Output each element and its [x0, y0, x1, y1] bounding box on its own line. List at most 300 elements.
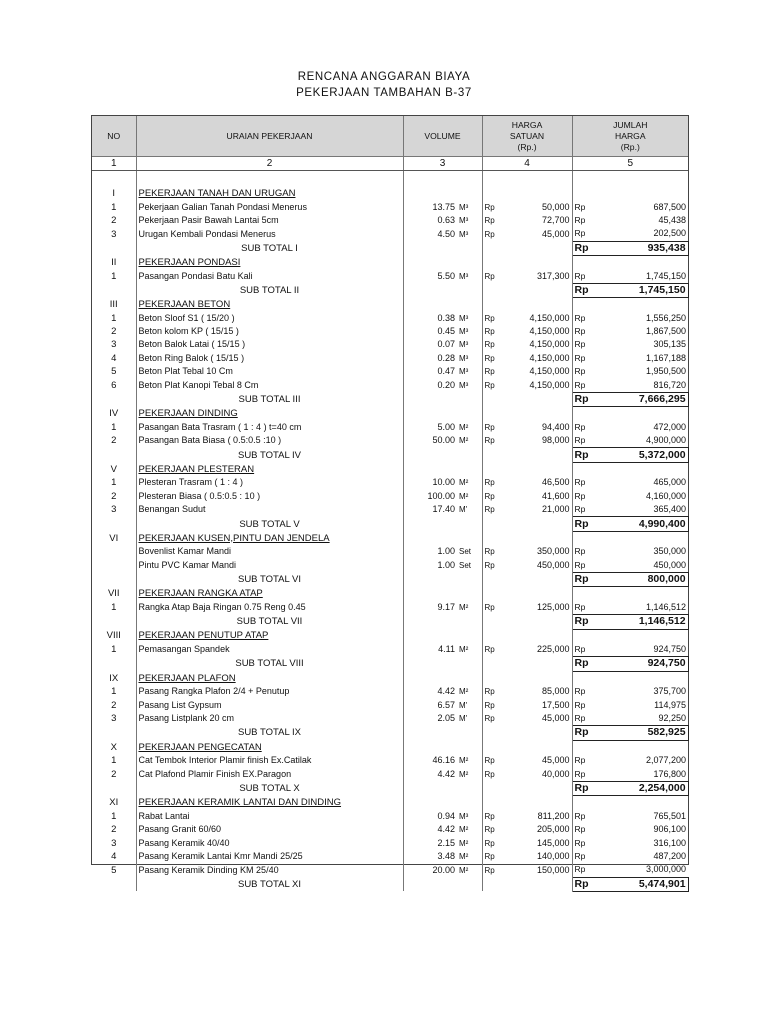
subtotal-currency: Rp [572, 877, 596, 891]
item-currency: Rp [484, 769, 495, 779]
item-currency: Rp [574, 644, 586, 655]
desc-cell [136, 171, 403, 188]
col-number: 5 [572, 157, 688, 171]
price-cell [502, 255, 572, 269]
table-row [92, 754, 688, 767]
subtotal-label: SUB TOTAL II [136, 283, 403, 297]
table-row [92, 685, 688, 698]
total-cell [596, 187, 688, 200]
volume-cell [403, 572, 457, 586]
header-uraian: URAIAN PEKERJAAN [136, 116, 403, 157]
item-unit: M² [457, 754, 482, 767]
item-number: 3 [92, 227, 136, 241]
item-currency: Rp [484, 478, 495, 488]
currency-cell [482, 187, 502, 200]
header-jumlah-line: (Rp.) [620, 141, 640, 152]
price-cell [502, 796, 572, 810]
item-number: 1 [92, 269, 136, 283]
currency-cell [482, 448, 502, 462]
item-unit: M³ [457, 214, 482, 227]
price-cell [502, 392, 572, 406]
section-title-cell [136, 629, 403, 643]
subtotal-label: SUB TOTAL IV [136, 448, 403, 462]
currency-cell [482, 657, 502, 671]
section-title-cell [136, 462, 403, 476]
item-currency: Rp [484, 367, 495, 377]
item-number: 1 [92, 754, 136, 767]
no-cell [92, 392, 136, 406]
item-unit-price: 4,150,000 [502, 378, 572, 392]
spacer-row [92, 171, 688, 188]
volume-cell [403, 726, 457, 740]
item-unit-price: 45,000 [502, 754, 572, 767]
currency-cell [572, 587, 596, 601]
item-volume: 4.42 [437, 824, 455, 835]
table-row [92, 352, 688, 365]
item-number: 1 [92, 312, 136, 325]
item-volume: 46.16 [432, 755, 455, 766]
currency-cell [482, 171, 502, 188]
currency-cell [572, 671, 596, 685]
item-volume: 100.00 [427, 490, 455, 501]
currency-cell [482, 615, 502, 629]
item-description: Beton kolom KP ( 15/15 ) [136, 325, 403, 338]
item-currency: Rp [484, 380, 495, 390]
item-unit-price: 205,000 [502, 823, 572, 836]
item-volume: 0.20 [437, 379, 455, 390]
item-volume: 20.00 [432, 864, 455, 875]
item-unit-price: 317,300 [502, 269, 572, 283]
section-header-row [92, 298, 688, 312]
item-total: 687,500 [653, 201, 687, 212]
item-total: 1,745,150 [646, 270, 687, 281]
item-currency: Rp [484, 491, 495, 501]
item-unit-price: 72,700 [502, 214, 572, 227]
document-subtitle: PEKERJAAN TAMBAHAN B-37 [296, 87, 472, 99]
item-currency: Rp [574, 699, 586, 710]
item-volume: 10.00 [432, 477, 455, 488]
currency-cell [482, 392, 502, 406]
section-title: PEKERJAAN KUSEN,PINTU DAN JENDELA [138, 532, 330, 544]
item-volume: 17.40 [432, 504, 455, 515]
no-cell [92, 517, 136, 531]
item-description: Pasangan Bata Biasa ( 0.5:0.5 :10 ) [136, 434, 403, 448]
item-unit: M³ [457, 365, 482, 378]
table-body [92, 171, 688, 892]
section-number: II [92, 255, 136, 269]
item-total: 816,720 [653, 379, 687, 390]
item-unit-price: 150,000 [502, 863, 572, 877]
unit-cell [457, 572, 482, 586]
item-description: Rangka Atap Baja Ringan 0.75 Reng 0.45 [136, 601, 403, 615]
item-volume: 0.38 [437, 312, 455, 323]
item-description: Beton Ring Balok ( 15/15 ) [136, 352, 403, 365]
volume-cell [403, 657, 457, 671]
table-row [92, 503, 688, 517]
unit-cell [457, 671, 482, 685]
subtotal-value: 800,000 [596, 572, 688, 586]
currency-cell [482, 629, 502, 643]
item-currency: Rp [484, 756, 495, 766]
subtotal-label: SUB TOTAL XI [136, 877, 403, 891]
section-title: PEKERJAAN RANGKA ATAP [138, 588, 263, 600]
item-description: Rabat Lantai [136, 810, 403, 823]
currency-cell [572, 407, 596, 421]
subtotal-row [92, 657, 688, 671]
unit-cell [457, 629, 482, 643]
subtotal-value: 4,990,400 [596, 517, 688, 531]
item-number: 2 [92, 767, 136, 781]
volume-cell [403, 462, 457, 476]
total-cell [596, 531, 688, 545]
item-description: Pasang Keramik 40/40 [136, 836, 403, 849]
item-currency: Rp [484, 422, 495, 432]
subtotal-row [92, 392, 688, 406]
item-total: 305,135 [653, 339, 687, 350]
currency-cell [482, 531, 502, 545]
item-currency: Rp [574, 768, 586, 779]
header-harga-line: HARGA [511, 119, 543, 130]
item-currency: Rp [484, 271, 495, 281]
table-row [92, 421, 688, 434]
volume-cell [403, 448, 457, 462]
price-cell [502, 629, 572, 643]
item-description: Beton Plat Kanopi Tebal 8 Cm [136, 378, 403, 392]
subtotal-row [92, 726, 688, 740]
item-volume: 0.94 [437, 810, 455, 821]
section-title: PEKERJAAN DINDING [138, 408, 238, 420]
price-cell [502, 587, 572, 601]
item-volume: 1.00 [437, 546, 455, 557]
currency-cell [482, 587, 502, 601]
unit-cell [457, 462, 482, 476]
item-unit: M³ [457, 200, 482, 213]
section-number: IV [92, 407, 136, 421]
header-jumlah-line: HARGA [615, 130, 646, 141]
section-title: PEKERJAAN PONDASI [138, 256, 241, 268]
item-number: 3 [92, 338, 136, 351]
currency-cell [482, 283, 502, 297]
item-total: 316,100 [653, 837, 687, 848]
item-unit-price: 4,150,000 [502, 352, 572, 365]
unit-cell [457, 392, 482, 406]
price-cell [502, 781, 572, 795]
total-cell [596, 587, 688, 601]
no-cell [92, 283, 136, 297]
item-currency: Rp [574, 477, 586, 488]
item-currency: Rp [574, 312, 586, 323]
section-number: X [92, 740, 136, 754]
item-description: Pasang Keramik Lantai Kmr Mandi 25/25 [136, 850, 403, 863]
subtotal-currency: Rp [572, 283, 596, 297]
item-currency: Rp [484, 560, 495, 570]
subtotal-currency: Rp [572, 517, 596, 531]
budget-table [92, 116, 689, 892]
unit-cell [457, 796, 482, 810]
item-currency: Rp [484, 202, 495, 212]
price-cell [502, 448, 572, 462]
item-total: 3,000,000 [646, 864, 687, 875]
table-row [92, 434, 688, 448]
item-currency: Rp [574, 201, 586, 212]
unit-cell [457, 448, 482, 462]
table-row [92, 476, 688, 489]
header-jumlah-harga [572, 116, 688, 157]
section-title: PEKERJAAN KERAMIK LANTAI DAN DINDING [138, 797, 342, 809]
item-total: 114,975 [654, 699, 687, 710]
currency-cell [572, 796, 596, 810]
section-header-row [92, 629, 688, 643]
unit-cell [457, 781, 482, 795]
subtotal-currency: Rp [572, 726, 596, 740]
item-unit-price: 140,000 [502, 850, 572, 863]
table-row [92, 863, 688, 877]
unit-cell [457, 407, 482, 421]
price-cell [502, 572, 572, 586]
unit-cell [457, 171, 482, 188]
item-currency: Rp [574, 837, 586, 848]
item-number: 2 [92, 434, 136, 448]
item-currency: Rp [484, 353, 495, 363]
item-volume: 9.17 [437, 602, 455, 613]
item-number: 2 [92, 698, 136, 711]
col-number: 1 [92, 157, 136, 171]
section-header-row [92, 187, 688, 200]
item-description: Beton Sloof S1 ( 15/20 ) [136, 312, 403, 325]
subtotal-row [92, 615, 688, 629]
document-title: RENCANA ANGGARAN BIAYA [297, 71, 471, 83]
total-cell [596, 671, 688, 685]
total-cell [596, 629, 688, 643]
item-unit-price: 811,200 [502, 810, 572, 823]
item-currency: Rp [484, 505, 495, 515]
item-volume: 2.15 [437, 837, 455, 848]
item-unit-price: 98,000 [502, 434, 572, 448]
no-cell [92, 241, 136, 255]
item-unit: Set [457, 545, 482, 558]
section-header-row [92, 462, 688, 476]
price-cell [502, 462, 572, 476]
currency-cell [482, 298, 502, 312]
currency-cell [572, 255, 596, 269]
item-number: 1 [92, 685, 136, 698]
section-title: PEKERJAAN PENGECATAN [138, 741, 262, 753]
unit-cell [457, 587, 482, 601]
item-unit-price: 17,500 [502, 698, 572, 711]
table-row [92, 836, 688, 849]
currency-cell [572, 629, 596, 643]
section-number: III [92, 298, 136, 312]
item-unit-price: 94,400 [502, 421, 572, 434]
unit-cell [457, 283, 482, 297]
unit-cell [457, 877, 482, 891]
item-currency: Rp [484, 327, 495, 337]
volume-cell [403, 392, 457, 406]
price-cell [502, 283, 572, 297]
item-description: Pasang Rangka Plafon 2/4 + Penutup [136, 685, 403, 698]
item-description: Pasangan Pondasi Batu Kali [136, 269, 403, 283]
item-number: 6 [92, 378, 136, 392]
section-title-cell [136, 671, 403, 685]
item-unit: M' [457, 698, 482, 711]
volume-cell [403, 187, 457, 200]
section-number: VII [92, 587, 136, 601]
item-unit: M² [457, 601, 482, 615]
item-volume: 50.00 [432, 435, 455, 446]
volume-cell [403, 407, 457, 421]
item-total: 4,900,000 [646, 435, 687, 446]
item-volume: 4.11 [438, 644, 455, 655]
table-row [92, 810, 688, 823]
currency-cell [572, 171, 596, 188]
item-number: 2 [92, 214, 136, 227]
no-cell [92, 657, 136, 671]
currency-cell [572, 462, 596, 476]
section-title: PEKERJAAN TANAH DAN URUGAN [138, 188, 296, 200]
subtotal-value: 5,474,901 [596, 877, 688, 891]
unit-cell [457, 298, 482, 312]
price-cell [502, 517, 572, 531]
item-volume: 5.00 [437, 421, 455, 432]
volume-cell [403, 615, 457, 629]
total-cell [596, 407, 688, 421]
header-harga-line: SATUAN [509, 130, 545, 141]
item-unit: M³ [457, 352, 482, 365]
unit-cell [457, 187, 482, 200]
item-total: 472,000 [653, 421, 687, 432]
item-currency: Rp [484, 603, 495, 613]
item-currency: Rp [484, 687, 495, 697]
section-title-cell [136, 255, 403, 269]
item-description: Pasang List Gypsum [136, 698, 403, 711]
item-unit-price: 145,000 [502, 836, 572, 849]
item-description: Cat Plafond Plamir Finish EX.Paragon [136, 767, 403, 781]
item-currency: Rp [574, 352, 586, 363]
table-row [92, 325, 688, 338]
item-unit: M³ [457, 227, 482, 241]
item-unit-price: 4,150,000 [502, 365, 572, 378]
item-currency: Rp [574, 435, 586, 446]
price-cell [502, 671, 572, 685]
table-row [92, 601, 688, 615]
section-number: IX [92, 671, 136, 685]
subtotal-row [92, 572, 688, 586]
item-total: 365,400 [653, 504, 687, 515]
table-row [92, 712, 688, 726]
item-currency: Rp [574, 339, 586, 350]
subtotal-label: SUB TOTAL IX [136, 726, 403, 740]
item-total: 906,100 [653, 824, 687, 835]
subtotal-value: 2,254,000 [596, 781, 688, 795]
table-row [92, 850, 688, 863]
item-total: 1,556,250 [646, 312, 687, 323]
table-row [92, 378, 688, 392]
no-cell [92, 572, 136, 586]
currency-cell [572, 531, 596, 545]
subtotal-currency: Rp [572, 615, 596, 629]
price-cell [502, 171, 572, 188]
item-volume: 2.05 [437, 713, 455, 724]
volume-cell [403, 796, 457, 810]
item-volume: 6.57 [437, 699, 455, 710]
item-unit: M² [457, 823, 482, 836]
currency-cell [482, 462, 502, 476]
item-currency: Rp [574, 864, 586, 875]
no-cell [92, 171, 136, 188]
item-number: 5 [92, 365, 136, 378]
section-header-row [92, 796, 688, 810]
table-row [92, 200, 688, 213]
item-unit: M³ [457, 269, 482, 283]
item-unit: M³ [457, 810, 482, 823]
item-currency: Rp [574, 686, 586, 697]
item-number: 3 [92, 503, 136, 517]
item-currency: Rp [484, 714, 495, 724]
unit-cell [457, 531, 482, 545]
item-currency: Rp [574, 366, 586, 377]
table-row [92, 767, 688, 781]
item-currency: Rp [484, 838, 495, 848]
header-no: NO [92, 116, 136, 157]
item-number: 1 [92, 421, 136, 434]
subtotal-label: SUB TOTAL III [136, 392, 403, 406]
section-header-row [92, 255, 688, 269]
item-number: 3 [92, 712, 136, 726]
price-cell [502, 531, 572, 545]
subtotal-currency: Rp [572, 241, 596, 255]
item-unit: M² [457, 490, 482, 503]
total-cell [596, 298, 688, 312]
volume-cell [403, 171, 457, 188]
item-currency: Rp [484, 313, 495, 323]
subtotal-label: SUB TOTAL VII [136, 615, 403, 629]
item-unit-price: 45,000 [502, 712, 572, 726]
section-number: V [92, 462, 136, 476]
item-currency: Rp [574, 824, 586, 835]
item-currency: Rp [574, 228, 586, 239]
item-unit: M³ [457, 312, 482, 325]
item-currency: Rp [574, 755, 586, 766]
subtotal-currency: Rp [572, 657, 596, 671]
section-title: PEKERJAAN BETON [138, 299, 231, 311]
item-total: 350,000 [653, 546, 687, 557]
section-header-row [92, 407, 688, 421]
item-number: 2 [92, 823, 136, 836]
total-cell [596, 740, 688, 754]
table-row [92, 823, 688, 836]
item-unit-price: 50,000 [502, 200, 572, 213]
price-cell [502, 407, 572, 421]
unit-cell [457, 255, 482, 269]
item-unit-price: 21,000 [502, 503, 572, 517]
table-row [92, 227, 688, 241]
volume-cell [403, 241, 457, 255]
item-total: 375,700 [653, 686, 687, 697]
col-number: 2 [136, 157, 403, 171]
item-currency: Rp [484, 700, 495, 710]
item-description: Pintu PVC Kamar Mandi [136, 559, 403, 573]
section-number: VIII [92, 629, 136, 643]
item-number: 5 [92, 863, 136, 877]
item-volume: 0.63 [437, 214, 455, 225]
item-number: 4 [92, 352, 136, 365]
section-title-cell [136, 740, 403, 754]
section-header-row [92, 531, 688, 545]
section-header-row [92, 671, 688, 685]
item-volume: 0.07 [437, 339, 455, 350]
subtotal-value: 1,146,512 [596, 615, 688, 629]
currency-cell [482, 796, 502, 810]
